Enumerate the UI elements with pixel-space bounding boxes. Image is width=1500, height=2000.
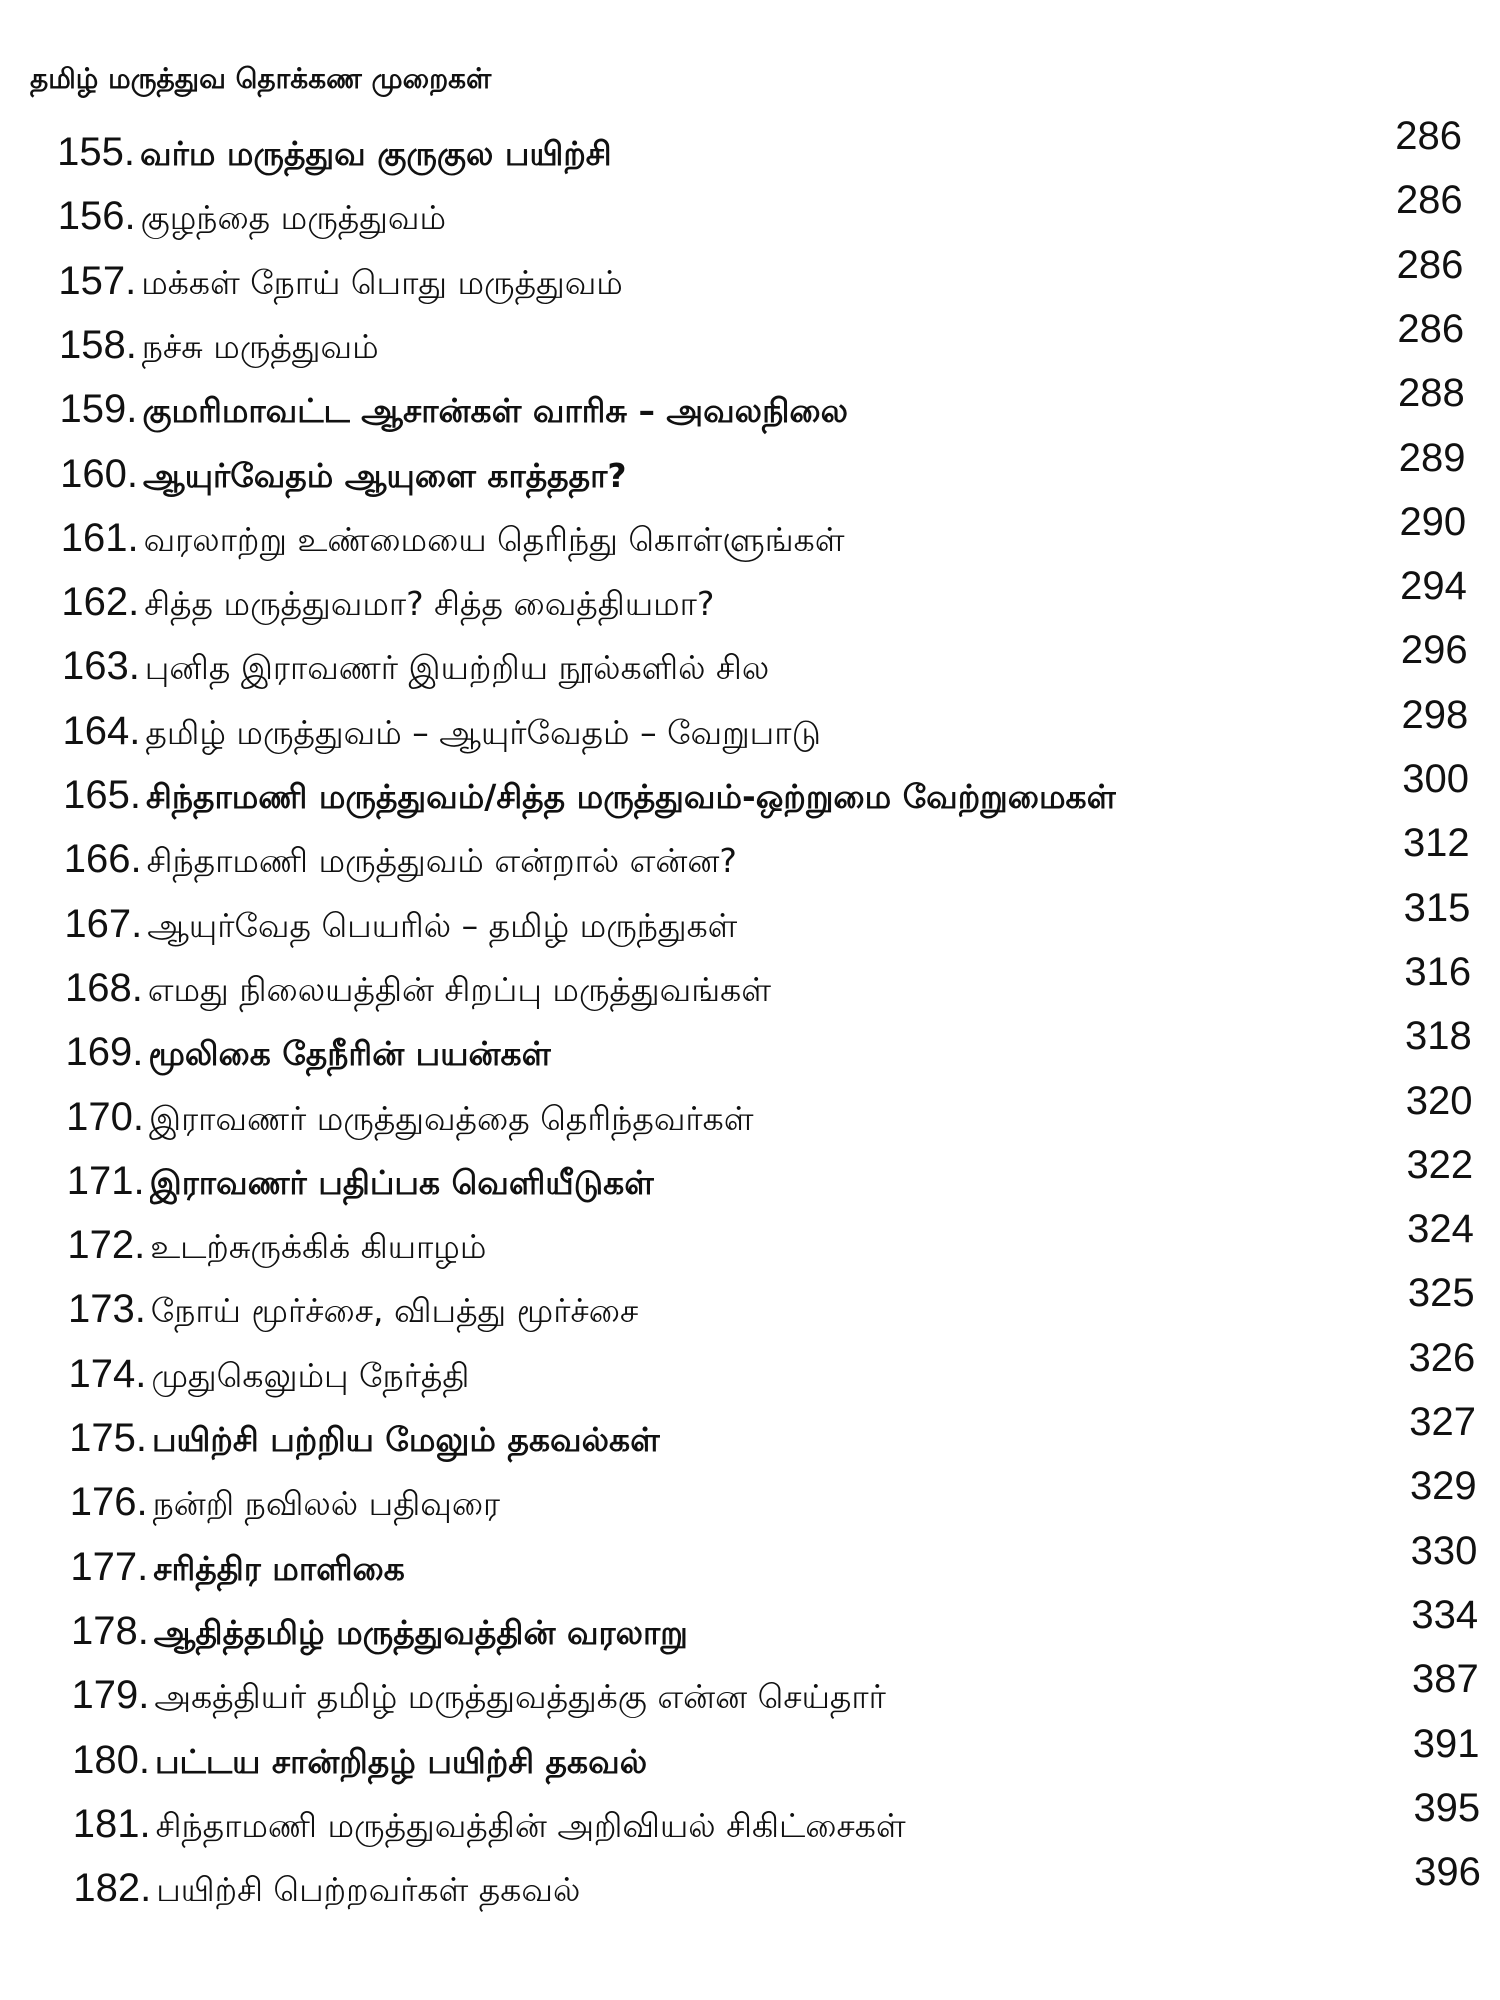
entry-page-number: 322: [1406, 1142, 1474, 1187]
entry-page-number: 316: [1404, 949, 1472, 994]
entry-number: 164.: [62, 708, 141, 753]
toc-entry: [0, 885, 1500, 956]
entry-page-number: 329: [1409, 1464, 1477, 1509]
entry-page-number: 325: [1407, 1271, 1475, 1316]
toc-entry: [0, 1657, 1500, 1727]
entry-title: பட்டய சான்றிதழ் பயிற்சி தகவல்: [155, 1741, 648, 1781]
toc-entry: [0, 1014, 1500, 1084]
entry-number: 166.: [63, 837, 142, 882]
entry-page-number: 315: [1403, 885, 1471, 930]
entry-number: 175.: [69, 1416, 147, 1460]
entry-title: நோய் மூர்ச்சை, விபத்து மூர்ச்சை: [150, 1291, 639, 1331]
entry-title: சரித்திர மாளிகை: [153, 1548, 405, 1588]
entry-number: 165.: [63, 773, 141, 817]
entry-title: வரலாற்று உண்மையை தெரிந்து கொள்ளுங்கள்: [143, 519, 845, 559]
entry-page-number: 327: [1409, 1400, 1476, 1444]
entry-number: 180.: [72, 1737, 150, 1782]
entry-number: 169.: [65, 1030, 144, 1075]
entry-title: குழந்தை மருத்துவம்: [140, 198, 447, 238]
entry-title: ஆயுர்வேத பெயரில் – தமிழ் மருந்துகள்: [147, 905, 738, 945]
toc-entry: [0, 306, 1500, 377]
entry-page-number: 286: [1397, 306, 1465, 351]
toc-entry: [0, 628, 1500, 698]
toc-entry: [0, 1335, 1500, 1406]
entry-number: 163.: [61, 644, 140, 689]
entry-number: 155.: [57, 130, 135, 174]
entry-page-number: 286: [1396, 242, 1464, 287]
toc-entry: [0, 949, 1500, 1020]
entry-page-number: 326: [1408, 1335, 1476, 1380]
toc-entry: [0, 1528, 1500, 1599]
entry-page-number: 318: [1405, 1014, 1472, 1059]
entry-title: இராவணர் மருத்துவத்தை தெரிந்தவர்கள்: [149, 1098, 754, 1138]
entry-number: 158.: [58, 322, 137, 367]
entry-page-number: 286: [1395, 178, 1463, 223]
toc-entry: [0, 114, 1500, 184]
entry-title: மக்கள் நோய் பொது மருத்துவம்: [141, 262, 623, 302]
entry-title: சிந்தாமணி மருத்துவத்தின் அறிவியல் சிகிட்சைகள்: [155, 1805, 906, 1845]
entry-page-number: 324: [1407, 1207, 1474, 1252]
entry-page-number: 320: [1405, 1078, 1473, 1123]
toc-entry: [0, 1207, 1500, 1277]
entry-title: முதுகெலும்பு நேர்த்தி: [151, 1355, 470, 1395]
toc-entry: [0, 435, 1500, 506]
entry-title: சிந்தாமணி மருத்துவம்/சித்த மருத்துவம்-ஒற்றுமை வேற்றுமைகள்: [146, 777, 1117, 816]
entry-page-number: 334: [1411, 1592, 1479, 1637]
entry-page-number: 300: [1402, 757, 1469, 801]
entry-title: தமிழ் மருத்துவம் – ஆயுர்வேதம் – வேறுபாடு: [145, 712, 821, 752]
toc-entry: [0, 692, 1500, 763]
entry-number: 157.: [58, 258, 137, 303]
entry-title: எமது நிலையத்தின் சிறப்பு மருத்துவங்கள்: [147, 969, 772, 1009]
entry-title: புனித இராவணர் இயற்றிய நூல்களில் சில: [144, 648, 770, 688]
entry-title: பயிற்சி பற்றிய மேலும் தகவல்கள்: [152, 1420, 660, 1459]
entry-number: 179.: [71, 1673, 150, 1718]
entry-page-number: 391: [1412, 1721, 1480, 1766]
entry-title: வர்ம மருத்துவ குருகுல பயிற்சி: [140, 134, 612, 173]
entry-page-number: 312: [1402, 821, 1470, 866]
running-header: தமிழ் மருத்துவ தொக்கண முறைகள்: [30, 62, 492, 95]
entry-number: 159.: [59, 387, 138, 432]
entry-title: உடற்சுருக்கிக் கியாழம்: [150, 1227, 487, 1267]
toc-entry: [0, 242, 1500, 313]
entry-number: 156.: [57, 194, 136, 239]
entry-title: ஆதித்தமிழ் மருத்துவத்தின் வரலாறு: [153, 1612, 688, 1652]
entry-title: அகத்தியர் தமிழ் மருத்துவத்துக்கு என்ன செய்தார்: [154, 1677, 886, 1717]
entry-page-number: 288: [1398, 371, 1465, 416]
entry-number: 167.: [64, 901, 143, 946]
entry-number: 171.: [66, 1158, 145, 1203]
entry-title: குமரிமாவட்ட ஆசான்கள் வாரிசு – அவலநிலை: [142, 391, 849, 431]
entry-title: ஆயுர்வேதம் ஆயுளை காத்ததா?: [143, 455, 627, 495]
entry-number: 178.: [70, 1608, 149, 1653]
entry-number: 168.: [64, 965, 143, 1010]
toc-entry: [0, 499, 1500, 570]
toc-entry: [0, 821, 1500, 891]
entry-title: நன்றி நவிலல் பதிவுரை: [152, 1484, 501, 1524]
entry-number: 174.: [68, 1351, 147, 1396]
entry-page-number: 387: [1412, 1657, 1479, 1702]
entry-page-number: 396: [1414, 1850, 1481, 1895]
entry-page-number: 298: [1401, 692, 1469, 737]
entry-page-number: 296: [1400, 628, 1468, 673]
table-of-contents: [0, 114, 1500, 1920]
toc-entry: [0, 1721, 1500, 1792]
toc-entry: [0, 1142, 1500, 1213]
entry-number: 172.: [67, 1223, 146, 1268]
toc-entry: [0, 1592, 1500, 1663]
entry-number: 173.: [67, 1287, 146, 1332]
entry-number: 170.: [66, 1094, 144, 1139]
entry-page-number: 395: [1413, 1785, 1481, 1830]
entry-number: 160.: [60, 451, 138, 496]
entry-title: நச்சு மருத்துவம்: [141, 326, 379, 366]
entry-page-number: 330: [1410, 1528, 1478, 1573]
entry-page-number: 290: [1399, 499, 1467, 544]
entry-title: இராவணர் பதிப்பக வெளியீடுகள்: [149, 1162, 654, 1202]
toc-entry: [0, 1400, 1500, 1470]
toc-entry: [0, 757, 1500, 827]
entry-title: சிந்தாமணி மருத்துவம் என்றால் என்ன?: [146, 841, 737, 881]
toc-entry: [0, 178, 1500, 248]
entry-title: மூலிகை தேநீரின் பயன்கள்: [148, 1034, 552, 1074]
toc-entry: [0, 1850, 1500, 1920]
entry-number: 176.: [69, 1480, 148, 1525]
entry-number: 182.: [73, 1866, 152, 1911]
toc-entry: [0, 1271, 1500, 1341]
entry-title: சித்த மருத்துவமா? சித்த வைத்தியமா?: [144, 584, 715, 624]
entry-page-number: 289: [1398, 435, 1466, 480]
toc-entry: [0, 564, 1500, 634]
toc-entry: [0, 371, 1500, 441]
toc-entry: [0, 1078, 1500, 1149]
entry-title: பயிற்சி பெற்றவர்கள் தகவல்: [156, 1870, 581, 1910]
toc-entry: [0, 1785, 1500, 1856]
entry-page-number: 286: [1395, 114, 1462, 158]
entry-page-number: 294: [1400, 564, 1467, 609]
entry-number: 161.: [60, 515, 139, 560]
entry-number: 181.: [72, 1801, 151, 1846]
entry-number: 162.: [61, 580, 140, 625]
toc-entry: [0, 1464, 1500, 1534]
entry-number: 177.: [70, 1544, 149, 1589]
